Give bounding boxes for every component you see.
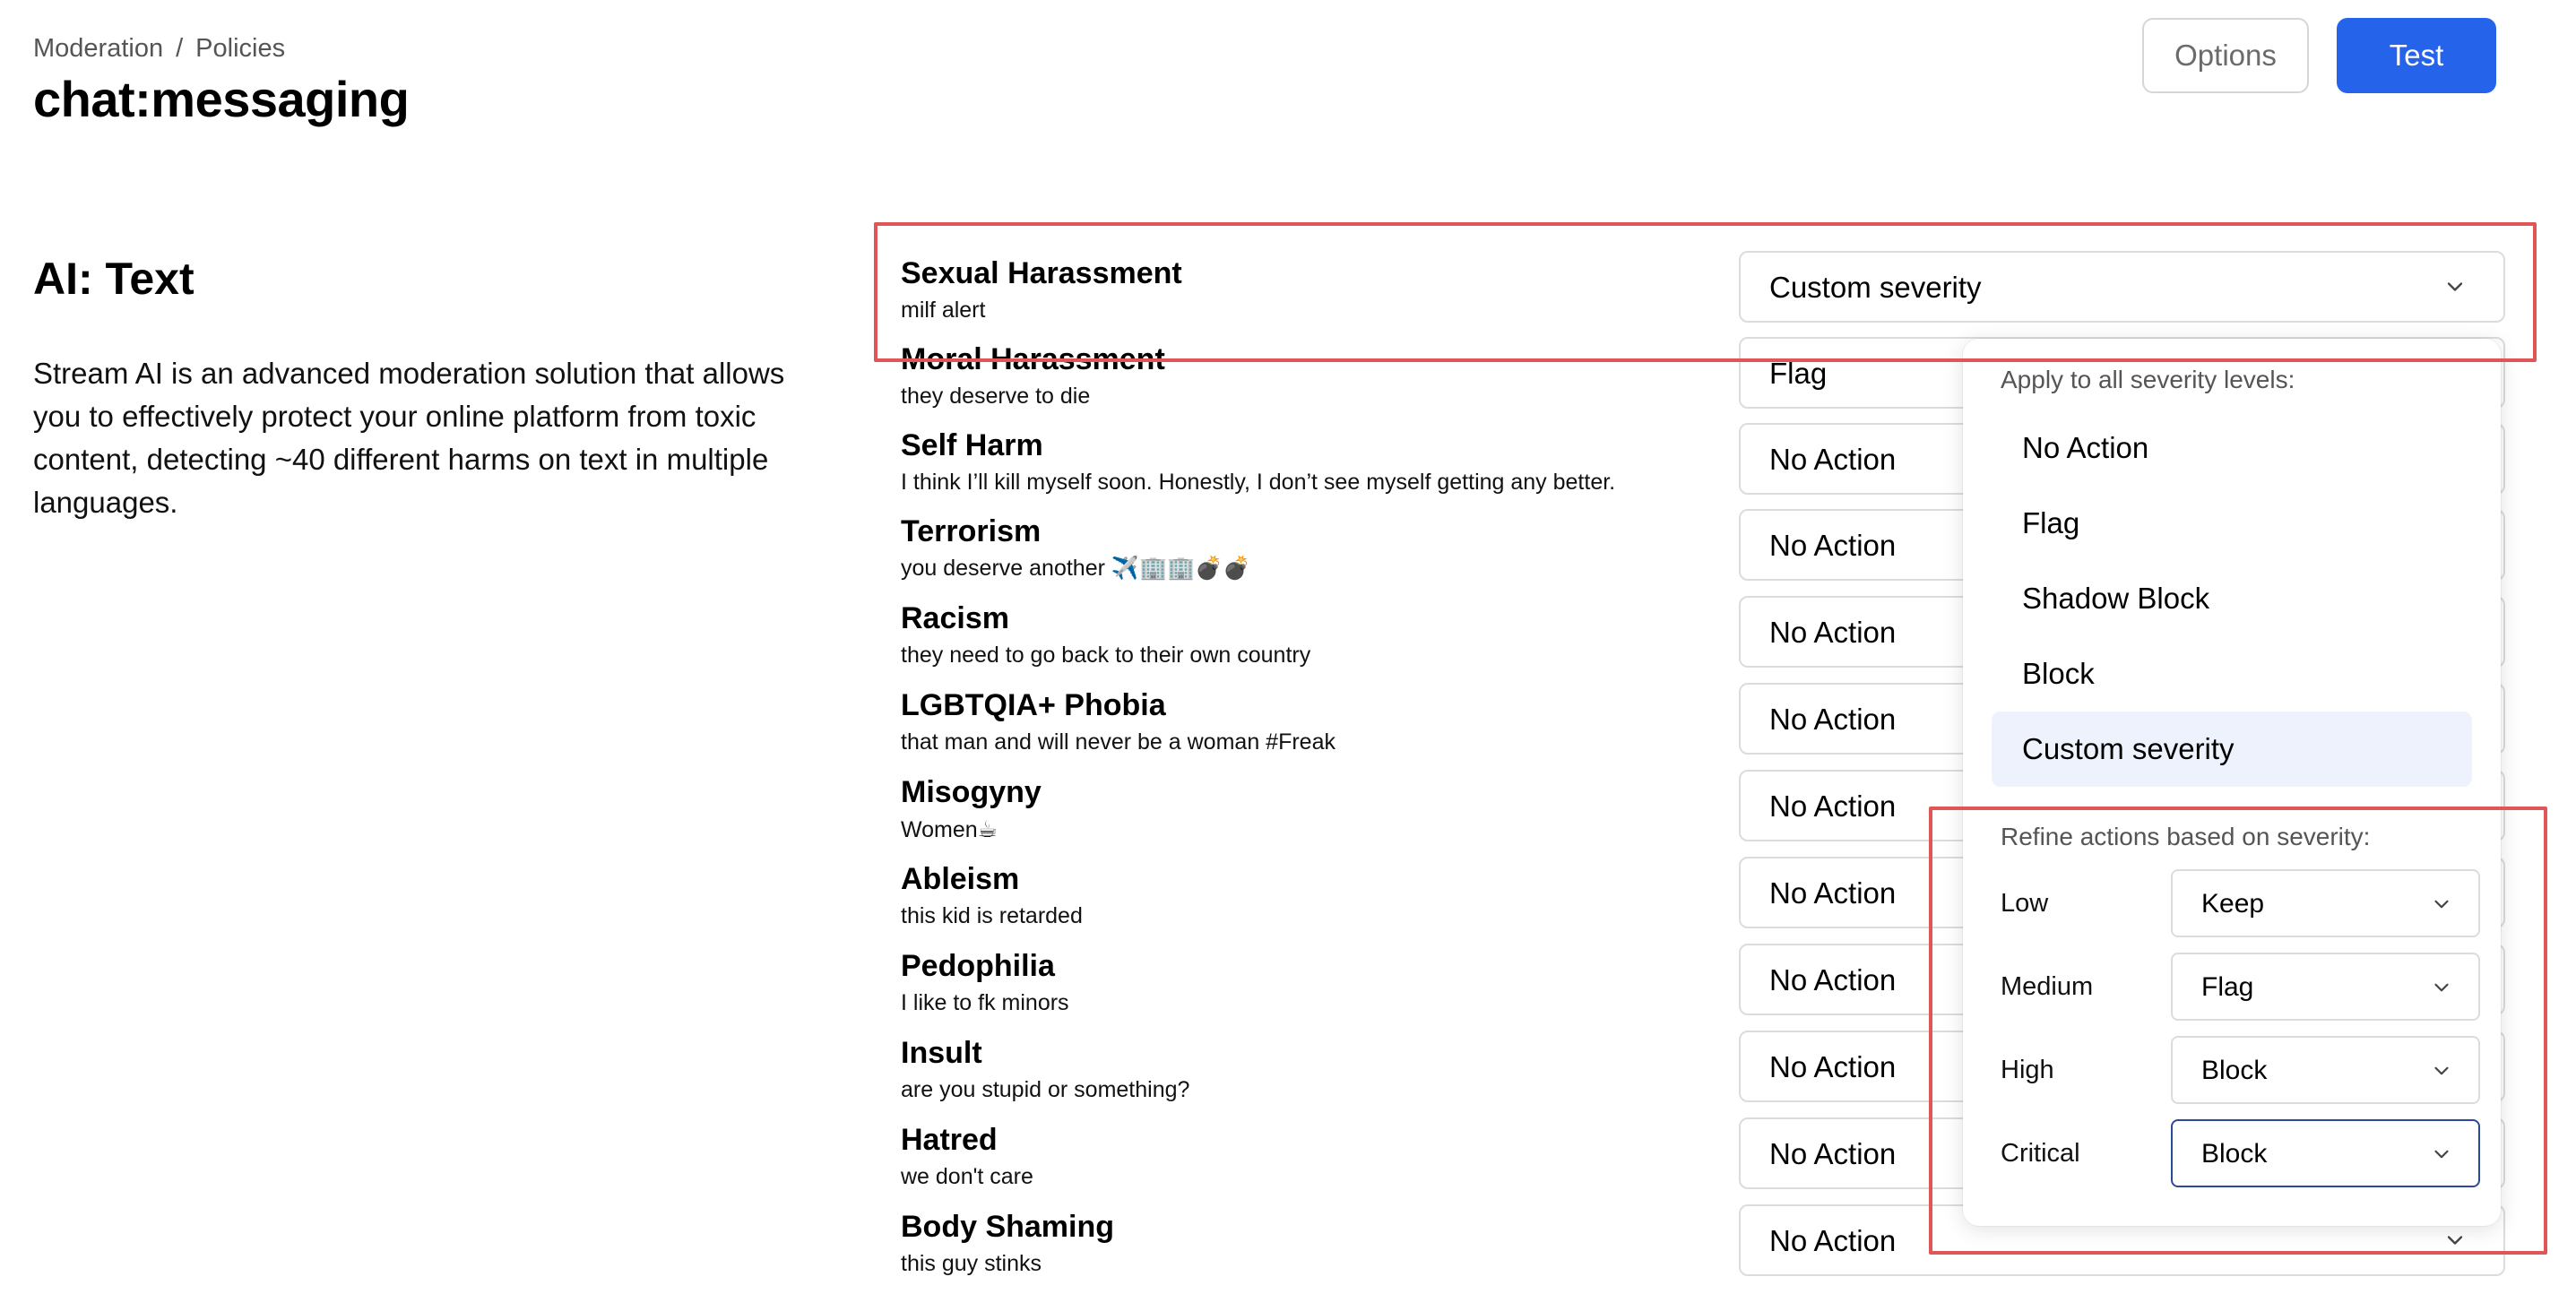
policy-example: that man and will never be a woman #Freak	[901, 729, 1336, 755]
breadcrumb-policies[interactable]: Policies	[195, 34, 286, 63]
severity-label: Low	[2001, 889, 2049, 918]
dropdown-option-shadow-block[interactable]: Shadow Block	[2022, 582, 2210, 615]
policy-action-value: No Action	[1769, 443, 1897, 476]
dropdown-option-no-action[interactable]: No Action	[2022, 431, 2149, 464]
severity-action-value: Keep	[2201, 889, 2265, 919]
breadcrumb-moderation[interactable]: Moderation	[33, 34, 164, 63]
test-button[interactable]: Test	[2337, 18, 2496, 93]
severity-label: High	[2001, 1056, 2054, 1084]
policy-example: this kid is retarded	[901, 903, 1083, 928]
section-description: Stream AI is an advanced moderation solution that allows you to effectively protect your online platform from toxic content, detecting ~40 different harms on text in multiple languages.	[33, 357, 785, 519]
policy-example: this guy stinks	[901, 1251, 1042, 1276]
policy-name: Racism	[901, 601, 1009, 635]
policy-action-value: No Action	[1769, 1050, 1897, 1083]
policy-name: Body Shaming	[901, 1210, 1115, 1244]
refine-heading: Refine actions based on severity:	[2001, 823, 2371, 850]
policy-action-value: No Action	[1769, 789, 1897, 823]
policy-example: they need to go back to their own country	[901, 643, 1311, 668]
policy-name: Moral Harassment	[901, 342, 1165, 376]
policy-name: LGBTQIA+ Phobia	[901, 688, 1166, 722]
policy-name: Ableism	[901, 862, 1020, 896]
policy-name: Misogyny	[901, 775, 1042, 809]
severity-action-value: Block	[2201, 1056, 2268, 1085]
policy-example: you deserve another ✈️🏢🏢💣💣	[901, 556, 1251, 581]
policy-action-value: Custom severity	[1769, 271, 1982, 304]
highlight-box-sexual-harassment	[874, 222, 2537, 362]
policy-action-value: No Action	[1769, 703, 1897, 736]
policy-example: we don't care	[901, 1164, 1033, 1189]
policy-example: I think I’ll kill myself soon. Honestly, I don’t see myself getting any better.	[901, 470, 1616, 495]
policy-action-value: No Action	[1769, 529, 1897, 562]
severity-action-value: Flag	[2201, 972, 2254, 1002]
policy-example: are you stupid or something?	[901, 1077, 1190, 1102]
breadcrumb-separator: /	[176, 34, 184, 63]
severity-label: Medium	[2001, 972, 2094, 1001]
policy-example: they deserve to die	[901, 384, 1091, 409]
policy-name: Pedophilia	[901, 949, 1055, 983]
apply-all-heading: Apply to all severity levels:	[2001, 366, 2295, 393]
policy-action-value: No Action	[1769, 1137, 1897, 1170]
severity-label: Critical	[2001, 1139, 2080, 1168]
policy-action-value: No Action	[1769, 963, 1897, 996]
policy-action-value: No Action	[1769, 616, 1897, 649]
dropdown-option-custom-severity[interactable]: Custom severity	[1992, 712, 2472, 787]
policy-example: I like to fk minors	[901, 990, 1069, 1015]
policy-example: Women☕	[901, 817, 998, 842]
breadcrumb	[33, 34, 285, 64]
policy-name: Sexual Harassment	[901, 256, 1182, 290]
severity-action-value: Block	[2201, 1139, 2268, 1169]
dropdown-option-flag[interactable]: Flag	[2022, 506, 2080, 539]
policy-action-value: No Action	[1769, 1224, 1897, 1257]
policy-example: milf alert	[901, 298, 986, 323]
policy-action-value: Flag	[1769, 357, 1828, 390]
policy-name: Insult	[901, 1036, 982, 1070]
options-button[interactable]: Options	[2142, 18, 2309, 93]
policy-name: Hatred	[901, 1123, 998, 1157]
dropdown-option-block[interactable]: Block	[2022, 657, 2095, 690]
page-title: chat:messaging	[33, 71, 410, 127]
highlight-box-severity-refine	[1929, 807, 2547, 1255]
policy-action-value: No Action	[1769, 876, 1897, 910]
policy-name: Terrorism	[901, 514, 1042, 548]
policy-name: Self Harm	[901, 428, 1043, 462]
section-title: AI: Text	[33, 254, 194, 304]
